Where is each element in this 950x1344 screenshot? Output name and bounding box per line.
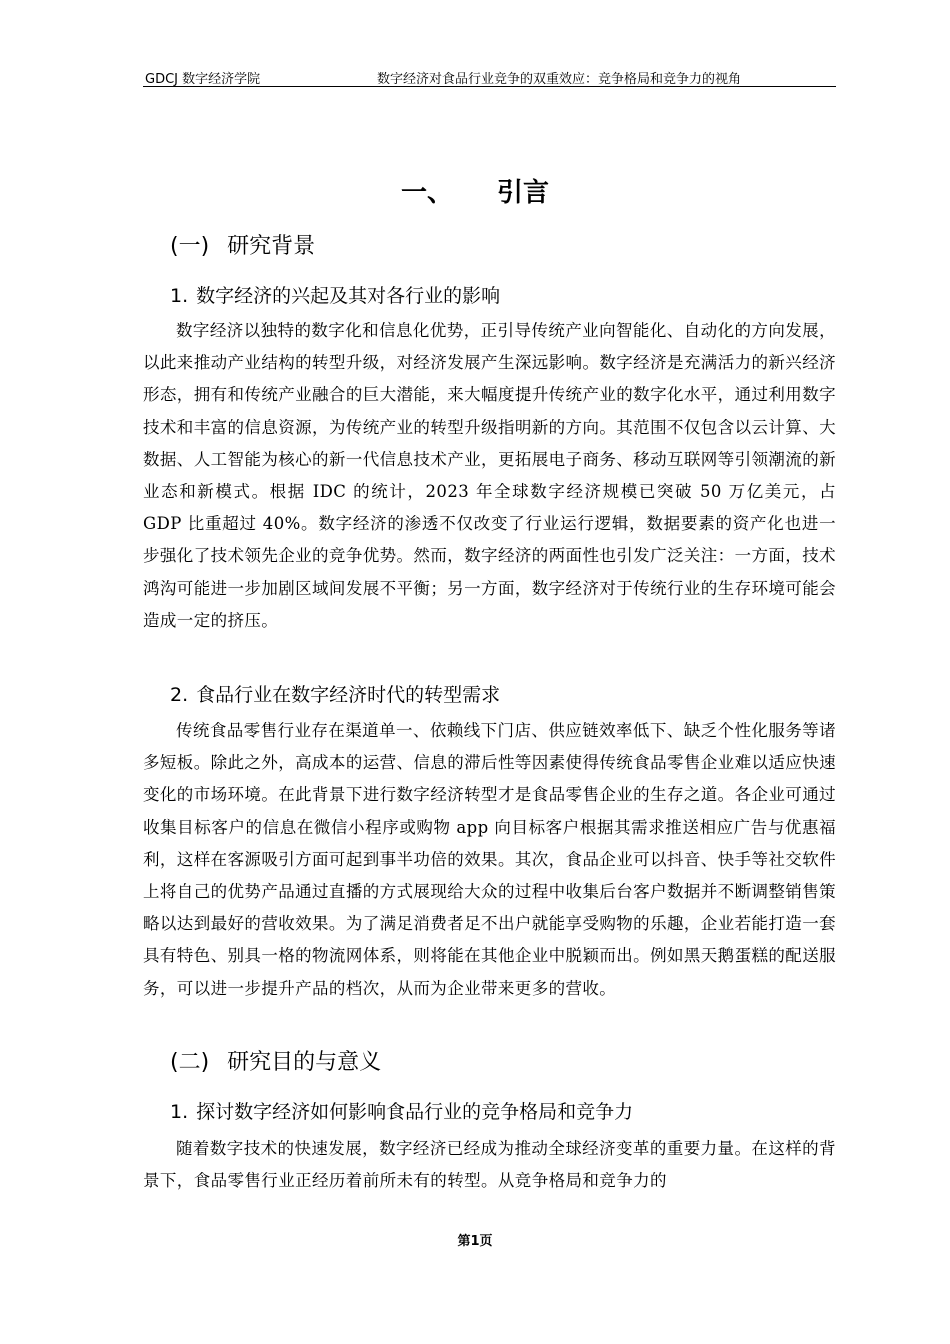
subsection-number: 2. — [170, 684, 189, 706]
subsection-number: 1. — [170, 285, 189, 307]
section-number: (二) — [170, 1050, 210, 1075]
paragraph-food-industry: 传统食品零售行业存在渠道单一、依赖线下门店、供应链效率低下、缺乏个性化服务等诸多短板。除此之外，高成本的运营、信息的滞后性等因素使得传统食品零售企业难以适应快速变化的市场环境。在此背景下进行数字经济转型才是食品零售企业的生存之道。各企业可通过收集目标客户的信息在微信小程序或购物 app 向目标客户根据其需求推送相应广告与优惠福利，这样在客源吸引方面可起到事半功倍的效果。其次，食品企业可以抖音、快手等社交软件上将自己的优势产品通过直播的方式展现给大众的过程中收集后台客户数据并不断调整销售策略以达到最好的营收效果。为了满足消费者足不出户就能享受购物的乐趣，企业若能打造一套具有特色、别具一格的物流网体系，则将能在其他企业中脱颖而出。例如黑天鹅蛋糕的配送服务，可以进一步提升产品的档次，从而为企业带来更多的营收。 — [143, 721, 836, 998]
section-heading-purpose — [170, 1045, 381, 1076]
paragraph-research-purpose: 随着数字技术的快速发展，数字经济已经成为推动全球经济变革的重要力量。在这样的背景下，食品零售行业正经历着前所未有的转型。从竞争格局和竞争力的 — [143, 1139, 836, 1191]
section-number: (一) — [170, 234, 210, 259]
subsection-heading-competition — [170, 1097, 633, 1124]
subsection-heading-food-transformation — [170, 680, 500, 707]
section-title: 研究背景 — [227, 234, 316, 259]
subsection-heading-rise — [170, 281, 500, 308]
page-number: 第1页 — [457, 1234, 493, 1249]
chapter-title: 引言 — [497, 178, 550, 208]
chapter-number: 一、 — [400, 178, 453, 208]
section-title: 研究目的与意义 — [227, 1050, 382, 1075]
subsection-title: 数字经济的兴起及其对各行业的影响 — [196, 285, 501, 307]
paragraph-digital-economy: 数字经济以独特的数字化和信息化优势，正引导传统产业向智能化、自动化的方向发展，以此来推动产业结构的转型升级，对经济发展产生深远影响。数字经济是充满活力的新兴经济形态，拥有和传统产业融合的巨大潜能，来大幅度提升传统产业的数字化水平，通过利用数字技术和丰富的信息资源，为传统产业的转型升级指明新的方向。其范围不仅包含以云计算、大数据、人工智能为核心的新一代信息技术产业，更拓展电子商务、移动互联网等引领潮流的新业态和新模式。根据 IDC 的统计，2023 年全球数字经济规模已突破 50 万亿美元，占 GDP 比重超过 40%。数字经济的渗透不仅改变了行业运行逻辑，数据要素的资产化也进一步强化了技术领先企业的竞争优势。然而，数字经济的两面性也引发广泛关注：一方面，技术鸿沟可能进一步加剧区域间发展不平衡；另一方面，数字经济对于传统行业的生存环境可能会造成一定的挤压。 — [143, 321, 836, 630]
subsection-title: 探讨数字经济如何影响食品行业的竞争格局和竞争力 — [196, 1101, 634, 1123]
subsection-title: 食品行业在数字经济时代的转型需求 — [196, 684, 501, 706]
header-paper-title: 数字经济对食品行业竞争的双重效应：竞争格局和竞争力的视角 — [377, 72, 742, 87]
section-heading-background — [170, 229, 315, 260]
header-institution: GDCJ 数字经济学院 — [145, 72, 261, 87]
page-header — [143, 66, 836, 87]
subsection-number: 1. — [170, 1101, 189, 1123]
chapter-heading — [0, 172, 950, 209]
